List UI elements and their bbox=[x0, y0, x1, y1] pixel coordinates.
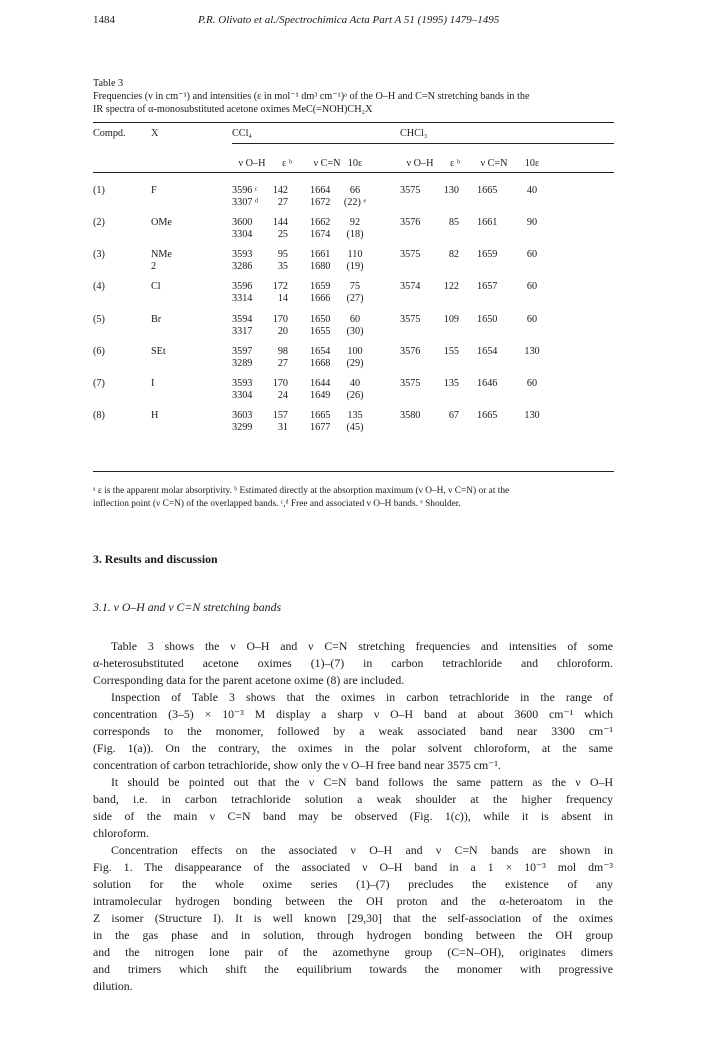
ccl4-voh: 3307 ᵈ bbox=[232, 197, 259, 208]
column-header-sub: ν C=N bbox=[313, 158, 341, 169]
substituent-x: H bbox=[151, 410, 159, 421]
section-heading: 3. Results and discussion bbox=[93, 552, 218, 566]
ccl4-voh: 3286 bbox=[232, 261, 253, 272]
footnote-line-2: inflection point (ν C=N) of the overlapped bands. ᶜ,ᵈ Free and associated ν O–H bands. ᵉ Shoulder. bbox=[93, 499, 461, 509]
ccl4-ten-epsilon: 75 bbox=[349, 281, 361, 292]
ccl4-vcn: 1649 bbox=[310, 390, 331, 401]
table-caption-line-1: Frequencies (ν in cm⁻¹) and intensities (ε in mol⁻¹ dm³ cm⁻¹)ᵃ of the O–H and C=N stretching bands in the bbox=[93, 91, 530, 102]
chcl3-vcn: 1657 bbox=[477, 281, 498, 292]
substituent-x: Cl bbox=[151, 281, 161, 292]
ccl4-vcn: 1654 bbox=[310, 346, 331, 357]
ccl4-vcn: 1659 bbox=[310, 281, 331, 292]
chcl3-epsilon: 130 bbox=[443, 185, 459, 196]
table-caption bbox=[93, 77, 618, 116]
ccl4-ten-epsilon: (29) bbox=[346, 358, 364, 369]
ccl4-voh: 3594 bbox=[232, 314, 253, 325]
table-top-rule bbox=[93, 122, 614, 123]
ccl4-vcn: 1680 bbox=[310, 261, 331, 272]
ccl4-vcn: 1664 bbox=[310, 185, 331, 196]
chcl3-voh: 3575 bbox=[400, 314, 421, 325]
substituent-x: I bbox=[151, 378, 155, 389]
ccl4-voh: 3289 bbox=[232, 358, 253, 369]
ccl4-epsilon: 157 bbox=[272, 410, 288, 421]
column-header-solvent-ccl4: CCl₄ bbox=[232, 128, 252, 139]
ccl4-epsilon: 27 bbox=[277, 197, 288, 208]
chcl3-ten-epsilon: 130 bbox=[524, 410, 540, 421]
ccl4-ten-epsilon: (27) bbox=[346, 293, 364, 304]
ccl4-vcn: 1655 bbox=[310, 326, 331, 337]
ccl4-ten-epsilon: (30) bbox=[346, 326, 364, 337]
ccl4-ten-epsilon: (18) bbox=[346, 229, 364, 240]
ccl4-vcn: 1672 bbox=[310, 197, 331, 208]
ccl4-group-rule bbox=[232, 143, 418, 144]
footnote-line-1: ᵃ ε is the apparent molar absorptivity. ᵇ Estimated directly at the absorption maximum (ν O–H, ν C=N) or at the bbox=[93, 486, 510, 496]
ccl4-vcn: 1662 bbox=[310, 217, 331, 228]
ccl4-ten-epsilon: 66 bbox=[349, 185, 361, 196]
ccl4-ten-epsilon: 60 bbox=[349, 314, 361, 325]
body-paragraph bbox=[93, 842, 613, 995]
ccl4-vcn: 1650 bbox=[310, 314, 331, 325]
ccl4-vcn: 1665 bbox=[310, 410, 331, 421]
column-header-rule bbox=[93, 172, 614, 173]
substituent-x: OMe bbox=[151, 217, 172, 228]
column-header-x: X bbox=[151, 128, 159, 139]
compound-number: (5) bbox=[93, 314, 105, 325]
ccl4-vcn: 1674 bbox=[310, 229, 331, 240]
chcl3-epsilon: 85 bbox=[448, 217, 459, 228]
paragraph-line: intramolecular hydrogen bonding between the OH proton and the α-heteroatom in the bbox=[93, 894, 613, 908]
ccl4-ten-epsilon: 100 bbox=[347, 346, 363, 357]
paragraph-line: chloroform. bbox=[93, 826, 150, 840]
ccl4-voh: 3314 bbox=[232, 293, 253, 304]
chcl3-ten-epsilon: 130 bbox=[524, 346, 540, 357]
substituent-x-subscript: 2 bbox=[151, 261, 157, 272]
ccl4-epsilon: 20 bbox=[277, 326, 288, 337]
chcl3-voh: 3575 bbox=[400, 378, 421, 389]
chcl3-voh: 3574 bbox=[400, 281, 421, 292]
paragraph-line: Table 3 shows the ν O–H and ν C=N stretching frequencies and intensities of some bbox=[111, 639, 613, 653]
ccl4-epsilon: 14 bbox=[277, 293, 288, 304]
paragraph-line: dilution. bbox=[93, 979, 133, 993]
compound-number: (2) bbox=[93, 217, 105, 228]
chcl3-ten-epsilon: 40 bbox=[526, 185, 538, 196]
paragraph-line: (Fig. 1(a)). On the contrary, the oximes in the polar solvent chloroform, at the same bbox=[93, 741, 613, 755]
ccl4-epsilon: 144 bbox=[272, 217, 288, 228]
chcl3-ten-epsilon: 60 bbox=[526, 378, 538, 389]
column-header-sub: 10ε bbox=[347, 158, 363, 169]
chcl3-vcn: 1650 bbox=[477, 314, 498, 325]
paragraph-line: Inspection of Table 3 shows that the oximes in carbon tetrachloride in the range of bbox=[111, 690, 613, 704]
ccl4-epsilon: 170 bbox=[272, 378, 288, 389]
table-caption-line-2: IR spectra of α-monosubstituted acetone oximes MeC(=NOH)CH₂X bbox=[93, 104, 373, 115]
paragraph-line: in the gas phase and in solution, through hydrogen bonding between the OH group bbox=[93, 928, 613, 942]
ccl4-ten-epsilon: (45) bbox=[346, 422, 364, 433]
substituent-x: Br bbox=[151, 314, 162, 325]
column-header-sub: 10ε bbox=[524, 158, 540, 169]
ccl4-voh: 3596 bbox=[232, 281, 253, 292]
substituent-x: NMe bbox=[151, 249, 172, 260]
paragraph-line: concentration of carbon tetrachloride, show only the ν O–H free band near 3575 cm⁻¹. bbox=[93, 758, 501, 772]
paragraph-line: and trimers which shift the equilibrium towards the monomer with progressive bbox=[93, 962, 613, 976]
ccl4-epsilon: 142 bbox=[272, 185, 288, 196]
paragraph-line: Z isomer (Structure I). It is well known [29,30] that the self-association of the oximes bbox=[93, 911, 613, 925]
paragraph-line: Fig. 1. The disappearance of the associated ν O–H band in a 1 × 10⁻³ mol dm⁻³ bbox=[93, 860, 613, 874]
body-paragraph bbox=[93, 774, 613, 842]
paragraph-line: α-heterosubstituted acetone oximes (1)–(7) in carbon tetrachloride and chloroform. bbox=[93, 656, 613, 670]
chcl3-epsilon: 109 bbox=[443, 314, 459, 325]
compound-number: (6) bbox=[93, 346, 105, 357]
ccl4-voh: 3299 bbox=[232, 422, 253, 433]
paragraph-line: Concentration effects on the associated ν O–H and ν C=N bands are shown in bbox=[111, 843, 613, 857]
table-label: Table 3 bbox=[93, 78, 124, 89]
chcl3-epsilon: 122 bbox=[443, 281, 459, 292]
chcl3-epsilon: 67 bbox=[448, 410, 459, 421]
column-header-sub: ε ᵇ bbox=[450, 158, 460, 169]
ccl4-voh: 3600 bbox=[232, 217, 253, 228]
ccl4-voh: 3596 ᶜ bbox=[232, 185, 258, 196]
column-header-sub: ν O–H bbox=[406, 158, 434, 169]
chcl3-voh: 3576 bbox=[400, 217, 421, 228]
paragraph-line: band, i.e. in carbon tetrachloride solution a weak shoulder at the higher frequency bbox=[93, 792, 613, 806]
chcl3-vcn: 1665 bbox=[477, 410, 498, 421]
chcl3-epsilon: 155 bbox=[443, 346, 459, 357]
chcl3-vcn: 1661 bbox=[477, 217, 498, 228]
table-footnotes bbox=[93, 485, 621, 511]
ccl4-voh: 3597 bbox=[232, 346, 253, 357]
column-header-solvent-chcl3: CHCl₃ bbox=[400, 128, 428, 139]
compound-number: (4) bbox=[93, 281, 105, 292]
compound-number: (3) bbox=[93, 249, 105, 260]
ccl4-epsilon: 35 bbox=[277, 261, 288, 272]
chcl3-ten-epsilon: 90 bbox=[526, 217, 538, 228]
ccl4-ten-epsilon: 40 bbox=[349, 378, 361, 389]
chcl3-voh: 3580 bbox=[400, 410, 421, 421]
ccl4-epsilon: 24 bbox=[277, 390, 288, 401]
compound-number: (8) bbox=[93, 410, 105, 421]
page-number: 1484 bbox=[93, 14, 115, 26]
paragraph-line: concentration (3–5) × 10⁻³ M display a sharp ν O–H band at about 3600 cm⁻¹ which bbox=[93, 707, 613, 721]
chcl3-ten-epsilon: 60 bbox=[526, 281, 538, 292]
chcl3-epsilon: 135 bbox=[443, 378, 459, 389]
column-header-sub: ε ᵇ bbox=[282, 158, 292, 169]
journal-citation: P.R. Olivato et al./Spectrochimica Acta Part A 51 (1995) 1479–1495 bbox=[198, 14, 500, 26]
ccl4-epsilon: 31 bbox=[277, 422, 288, 433]
body-paragraph bbox=[93, 689, 613, 774]
subsection-heading: 3.1. ν O–H and ν C=N stretching bands bbox=[93, 600, 282, 614]
ccl4-vcn: 1668 bbox=[310, 358, 331, 369]
chcl3-group-rule bbox=[400, 143, 614, 144]
chcl3-ten-epsilon: 60 bbox=[526, 249, 538, 260]
ccl4-voh: 3593 bbox=[232, 378, 253, 389]
ccl4-voh: 3593 bbox=[232, 249, 253, 260]
ccl4-ten-epsilon: 110 bbox=[347, 249, 363, 260]
chcl3-vcn: 1654 bbox=[477, 346, 498, 357]
ccl4-ten-epsilon: 92 bbox=[349, 217, 361, 228]
ccl4-epsilon: 98 bbox=[277, 346, 288, 357]
ccl4-voh: 3603 bbox=[232, 410, 253, 421]
chcl3-ten-epsilon: 60 bbox=[526, 314, 538, 325]
column-header-compd: Compd. bbox=[93, 128, 126, 139]
ccl4-ten-epsilon: (26) bbox=[346, 390, 364, 401]
chcl3-voh: 3575 bbox=[400, 185, 421, 196]
ccl4-vcn: 1644 bbox=[310, 378, 331, 389]
ccl4-voh: 3304 bbox=[232, 229, 253, 240]
ccl4-voh: 3304 bbox=[232, 390, 253, 401]
ccl4-vcn: 1677 bbox=[310, 422, 331, 433]
ccl4-ten-epsilon: (19) bbox=[346, 261, 364, 272]
chcl3-voh: 3576 bbox=[400, 346, 421, 357]
chcl3-epsilon: 82 bbox=[448, 249, 459, 260]
chcl3-vcn: 1646 bbox=[477, 378, 498, 389]
ccl4-vcn: 1661 bbox=[310, 249, 331, 260]
compound-number: (1) bbox=[93, 185, 105, 196]
paragraph-line: solution for the whole oxime series (1)–(7) precludes the existence of any bbox=[93, 877, 613, 891]
chcl3-vcn: 1665 bbox=[477, 185, 498, 196]
compound-number: (7) bbox=[93, 378, 105, 389]
ccl4-voh: 3317 bbox=[232, 326, 253, 337]
table-bottom-rule bbox=[93, 471, 614, 472]
ccl4-ten-epsilon: (22) ᵉ bbox=[343, 197, 367, 208]
column-header-sub: ν O–H bbox=[238, 158, 266, 169]
chcl3-voh: 3575 bbox=[400, 249, 421, 260]
ccl4-vcn: 1666 bbox=[310, 293, 331, 304]
ccl4-epsilon: 170 bbox=[272, 314, 288, 325]
column-header-sub: ν C=N bbox=[480, 158, 508, 169]
paragraph-line: side of the main ν C=N band may be observed (Fig. 1(c)), while it is absent in bbox=[93, 809, 613, 823]
ccl4-ten-epsilon: 135 bbox=[347, 410, 363, 421]
paragraph-line: corresponds to the monomer, followed by a weak associated band near 3300 cm⁻¹ bbox=[93, 724, 613, 738]
ccl4-epsilon: 27 bbox=[277, 358, 288, 369]
ccl4-epsilon: 95 bbox=[277, 249, 288, 260]
paragraph-line: and the nitrogen lone pair of the azomethyne group (C=N–OH), originates dimers bbox=[93, 945, 613, 959]
body-paragraph bbox=[93, 638, 613, 689]
ccl4-epsilon: 25 bbox=[277, 229, 288, 240]
substituent-x: SEt bbox=[151, 346, 166, 357]
ccl4-epsilon: 172 bbox=[272, 281, 288, 292]
paragraph-line: It should be pointed out that the ν C=N band follows the same pattern as the ν O–H bbox=[111, 775, 613, 789]
substituent-x: F bbox=[151, 185, 157, 196]
chcl3-vcn: 1659 bbox=[477, 249, 498, 260]
paragraph-line: Corresponding data for the parent acetone oxime (8) are included. bbox=[93, 673, 405, 687]
